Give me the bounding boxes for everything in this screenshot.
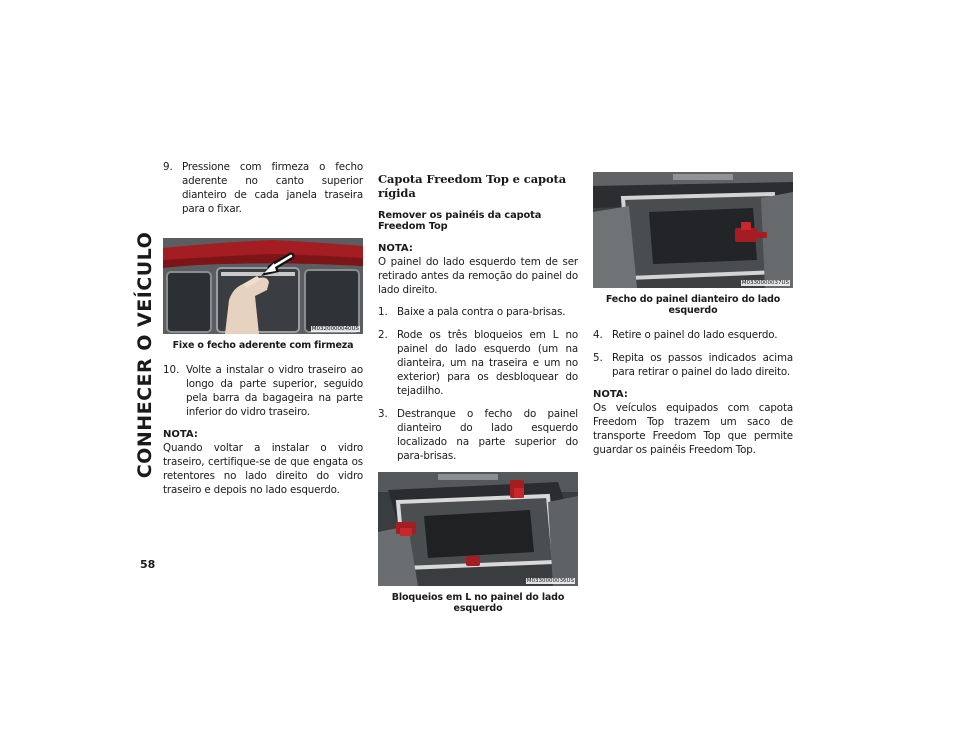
step-text: Destranque o fecho do painel dianteiro do lado esquerdo localizado na parte superior do para-brisas. <box>397 408 578 462</box>
hardtop-window-photo <box>163 238 363 334</box>
column-right <box>593 172 793 457</box>
step-1 <box>378 305 578 319</box>
page-number: 58 <box>140 558 156 571</box>
roof-interior-photo <box>378 472 578 586</box>
step-number: 5. <box>593 352 603 364</box>
step-number: 2. <box>378 329 388 341</box>
step-10 <box>163 363 363 419</box>
front-panel-latch-photo <box>593 172 793 288</box>
figure-fecho-painel <box>593 172 793 288</box>
column-left <box>163 160 363 497</box>
figure-bloqueios-l <box>378 472 578 586</box>
note-text: O painel do lado esquerdo tem de ser retirado antes da remoção do painel do lado direito. <box>378 256 578 296</box>
column-middle <box>378 160 578 626</box>
figure-code: M0330000037US <box>741 280 789 286</box>
note-text: Quando voltar a instalar o vidro traseiro, certifique-se de que engata os retentores no lado direito do vidro traseiro e depois no lado esquerdo. <box>163 442 363 496</box>
note-label: NOTA: <box>593 389 628 400</box>
step-3 <box>378 407 578 463</box>
step-text: Baixe a pala contra o para-brisas. <box>397 306 566 318</box>
step-5 <box>593 351 793 379</box>
step-number: 3. <box>378 408 388 420</box>
step-number: 10. <box>163 364 180 376</box>
step-4 <box>593 328 793 342</box>
figure-caption: Bloqueios em L no painel do lado esquerdo <box>391 592 565 614</box>
chapter-title: CONHECER O VEÍCULO <box>134 231 156 479</box>
section-title: Capota Freedom Top e capota rígida <box>378 172 567 200</box>
note-text: Os veículos equipados com capota Freedom Top trazem um saco de transporte Freedom Top que permite guardar os painéis Freedom Top. <box>593 402 793 456</box>
figure-fecho-aderente <box>163 238 363 334</box>
step-text: Rode os três bloqueios em L no painel do lado esquerdo (um na dianteira, um na traseira e um no exterior) para os desbloquear do tejadilho. <box>397 329 578 397</box>
step-number: 9. <box>163 161 173 173</box>
note-label: NOTA: <box>163 429 198 440</box>
figure-code: M0330000036US <box>526 578 574 584</box>
note-label: NOTA: <box>378 243 413 254</box>
step-2 <box>378 328 578 398</box>
step-9 <box>163 160 363 216</box>
figure-code: M0320000040US <box>311 326 359 332</box>
subsection-title: Remover os painéis da capota Freedom Top <box>378 210 542 232</box>
step-text: Pressione com firmeza o fecho aderente no canto superior dianteiro de cada janela traseira para o fixar. <box>182 161 363 215</box>
chapter-side-tab <box>130 160 160 550</box>
figure-caption: Fixe o fecho aderente com firmeza <box>172 340 354 351</box>
figure-caption: Fecho do painel dianteiro do lado esquerdo <box>605 294 781 316</box>
step-text: Repita os passos indicados acima para retirar o painel do lado direito. <box>612 352 793 378</box>
step-text: Retire o painel do lado esquerdo. <box>612 329 778 341</box>
step-number: 1. <box>378 306 388 318</box>
step-text: Volte a instalar o vidro traseiro ao longo da parte superior, seguido pela barra da bagageira na parte inferior do vidro traseiro. <box>186 364 363 418</box>
step-number: 4. <box>593 329 603 341</box>
